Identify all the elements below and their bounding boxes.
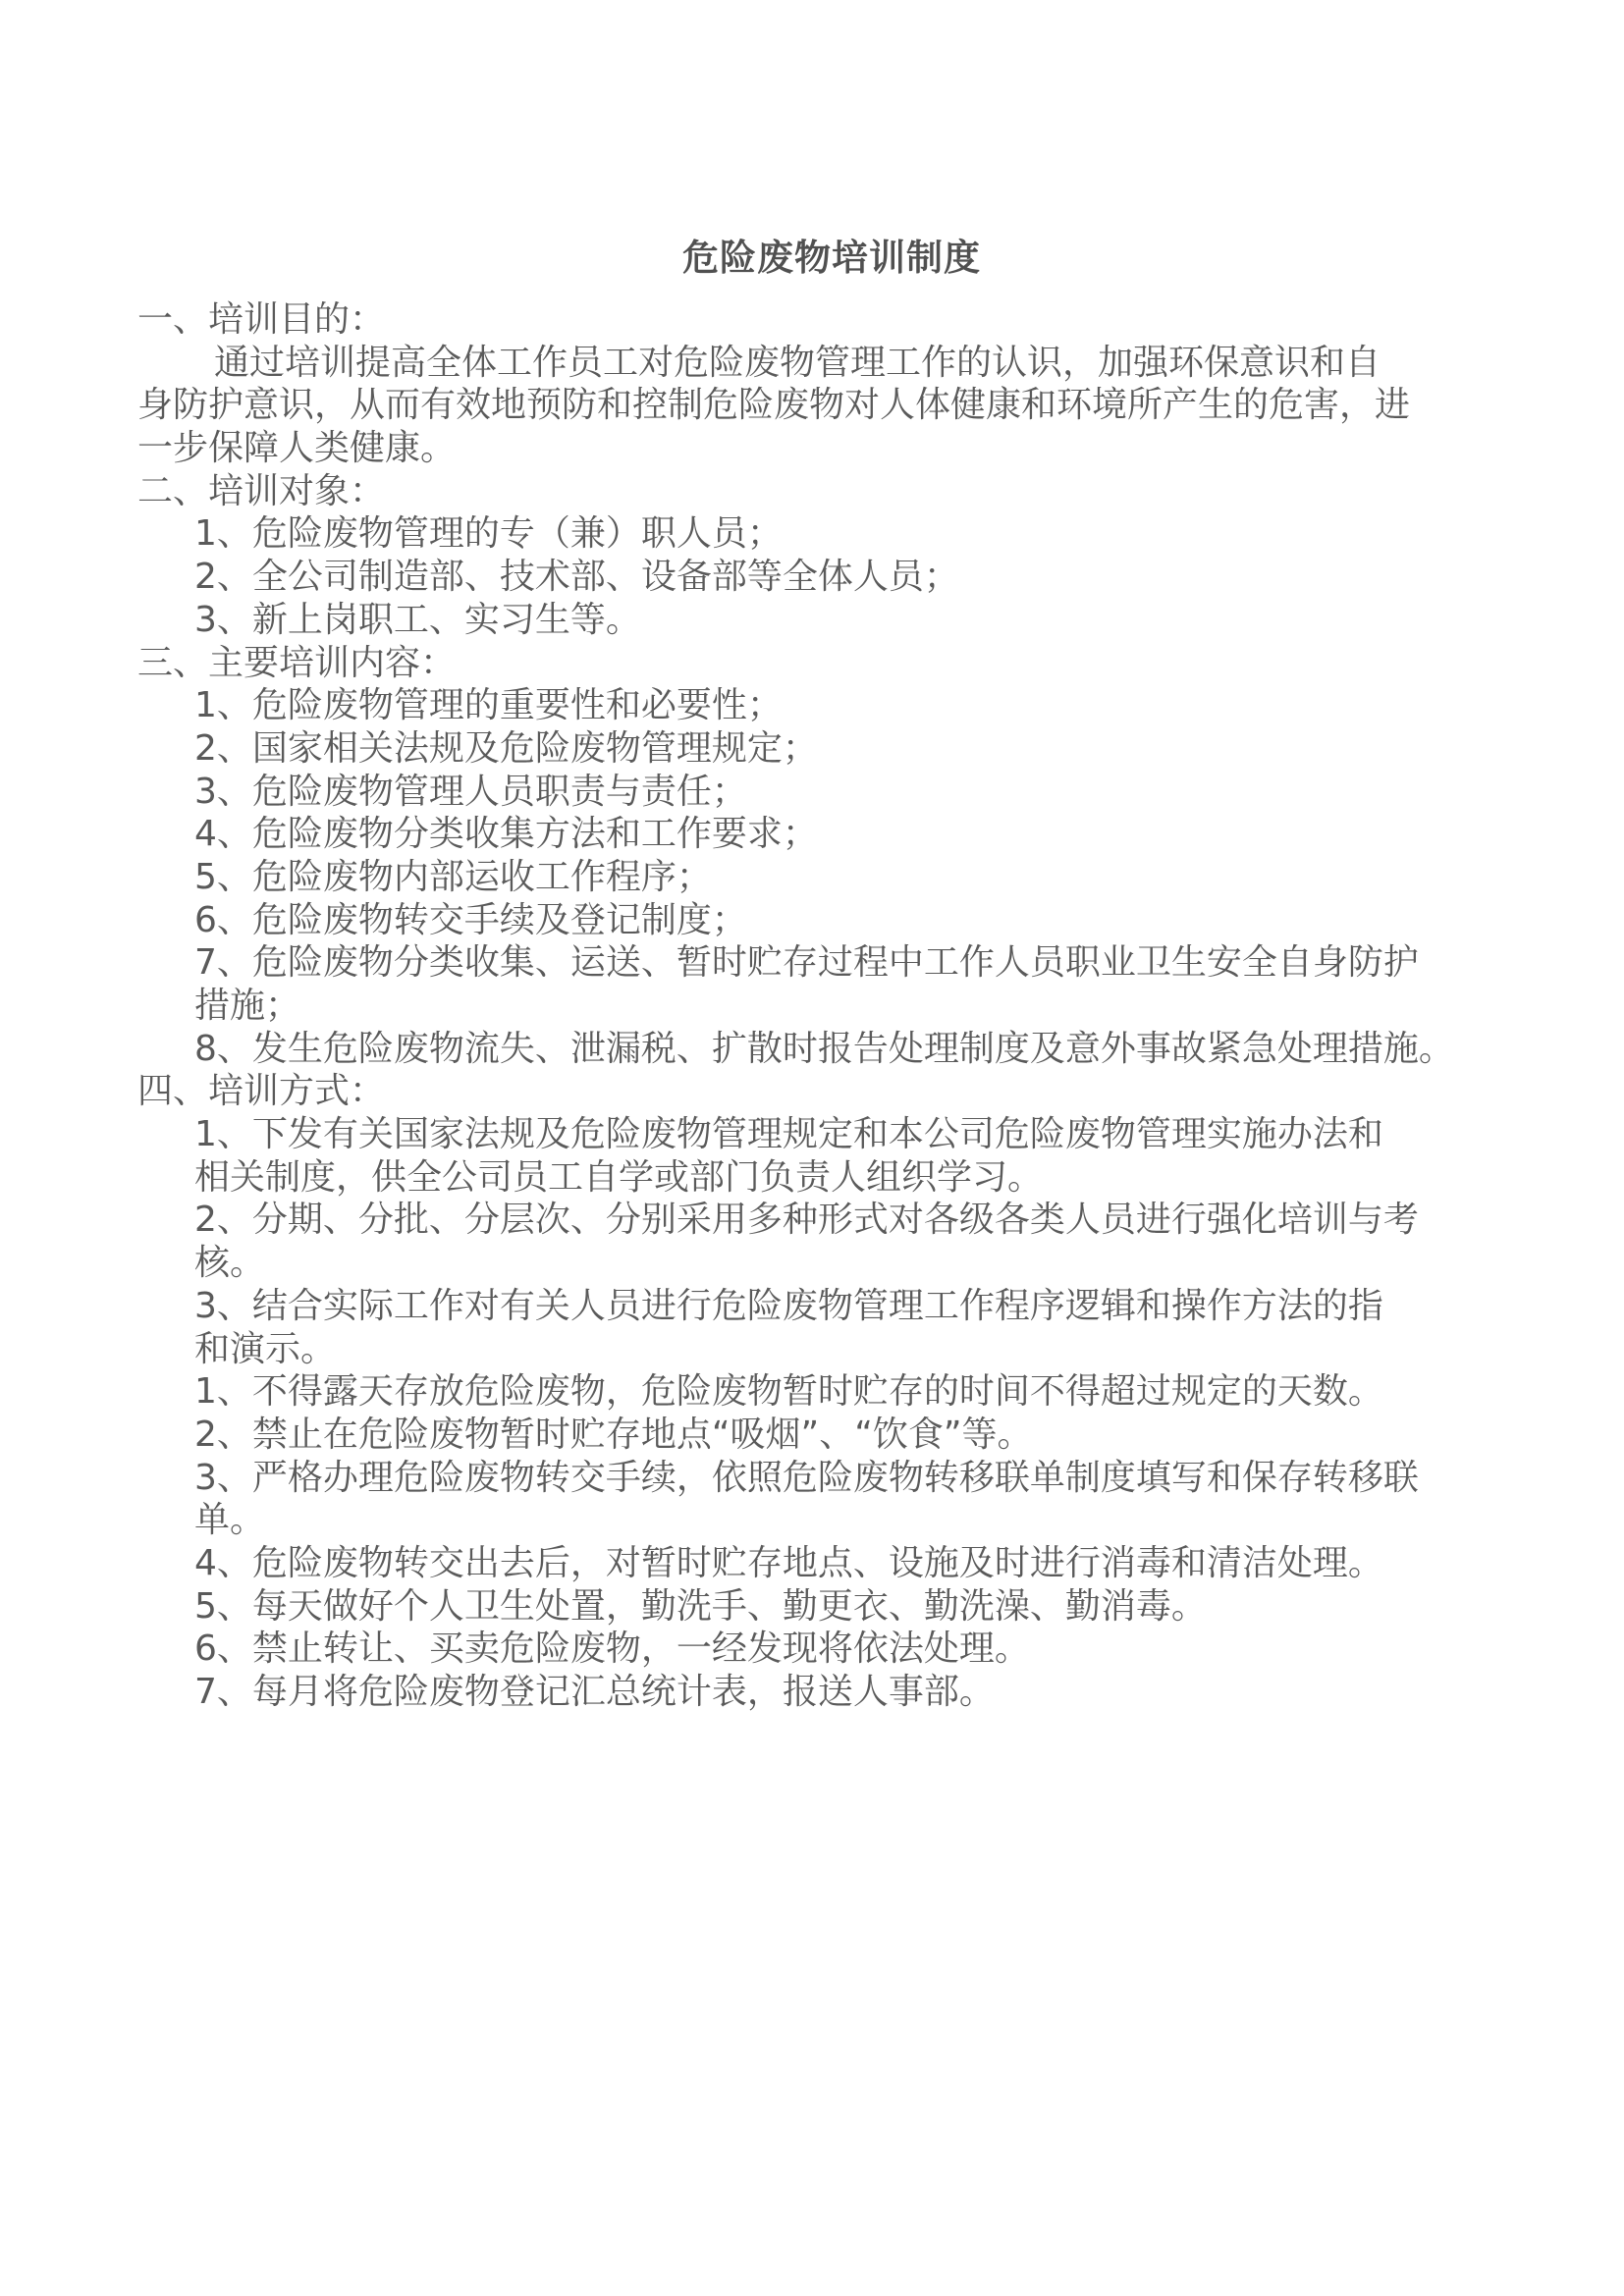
list-item-line: 3、新上岗职工、实习生等。 <box>194 599 641 640</box>
list-item-line: 6、危险废物转交手续及登记制度； <box>194 899 747 940</box>
list-item <box>137 1414 1512 1457</box>
list-item-line: 6、禁止转让、买卖危险废物，一经发现将依法处理。 <box>194 1629 1030 1670</box>
list-item <box>137 899 1512 942</box>
document-body <box>137 298 1512 1714</box>
list-item-line: 相关制度，供全公司员工自学或部门负责人组织学习。 <box>194 1156 1044 1198</box>
list-item <box>137 1113 1512 1199</box>
section-3 <box>137 642 1512 1071</box>
list-item-line: 2、国家相关法规及危险废物管理规定； <box>194 727 818 769</box>
list-item <box>137 856 1512 899</box>
list-item-line: 和演示。 <box>194 1328 337 1369</box>
list-item-line: 核。 <box>194 1243 266 1284</box>
section-1 <box>137 298 1512 470</box>
list-item-line: 单。 <box>194 1500 266 1541</box>
list-item-line: 措施； <box>194 986 301 1026</box>
list-item-line: 4、危险废物分类收集方法和工作要求； <box>194 814 818 855</box>
list-item-line: 2、分期、分批、分层次、分别采用多种形式对各级各类人员进行强化培训与考 <box>194 1200 1419 1241</box>
list-item <box>137 1028 1512 1071</box>
paragraph-line: 身防护意识，从而有效地预防和控制危险废物对人体健康和环境所产生的危害，进 <box>137 385 1411 426</box>
list-item <box>137 1628 1512 1671</box>
list-item <box>137 1542 1512 1585</box>
list-item <box>137 684 1512 727</box>
list-item <box>137 1285 1512 1370</box>
list-item-line: 2、全公司制造部、技术部、设备部等全体人员； <box>194 557 959 598</box>
list-item <box>137 941 1512 1027</box>
paragraph-line: 一步保障人类健康。 <box>137 428 457 469</box>
section-heading: 四、培训方式： <box>137 1071 386 1112</box>
list-item-line: 1、不得露天存放危险废物，危险废物暂时贮存的时间不得超过规定的天数。 <box>194 1371 1383 1413</box>
section-4 <box>137 1070 1512 1713</box>
list-item <box>137 727 1512 771</box>
list-item <box>137 1457 1512 1542</box>
paragraph-line: 通过培训提高全体工作员工对危险废物管理工作的认识，加强环保意识和自 <box>214 342 1381 383</box>
list-item-line: 3、危险废物管理人员职责与责任； <box>194 771 747 812</box>
list-item <box>137 1585 1512 1629</box>
list-item <box>137 771 1512 814</box>
list-item <box>137 599 1512 642</box>
list-item-line: 3、严格办理危险废物转交手续，依照危险废物转移联单制度填写和保存转移联 <box>194 1457 1419 1498</box>
section-2 <box>137 470 1512 642</box>
list-item <box>137 512 1512 556</box>
list-item-line: 8、发生危险废物流失、泄漏税、扩散时报告处理制度及意外事故紧急处理措施。 <box>194 1028 1454 1069</box>
list-item-line: 7、危险废物分类收集、运送、暂时贮存过程中工作人员职业卫生安全自身防护 <box>194 942 1419 984</box>
list-item <box>137 1671 1512 1714</box>
list-item <box>137 1370 1512 1414</box>
list-item-line: 3、结合实际工作对有关人员进行危险废物管理工作程序逻辑和操作方法的指 <box>194 1285 1383 1326</box>
list-item-line: 5、每天做好个人卫生处置，勤洗手、勤更衣、勤洗澡、勤消毒。 <box>194 1585 1207 1627</box>
list-item-line: 5、危险废物内部运收工作程序； <box>194 856 712 897</box>
list-item <box>137 556 1512 599</box>
list-item-line: 1、下发有关国家法规及危险废物管理规定和本公司危险废物管理实施办法和 <box>194 1114 1383 1155</box>
list-item-line: 2、禁止在危险废物暂时贮存地点“吸烟”、“饮食”等。 <box>194 1414 1033 1455</box>
list-item <box>137 813 1512 856</box>
section-heading: 三、主要培训内容： <box>137 642 457 683</box>
document-title: 危险废物培训制度 <box>682 237 981 279</box>
section-heading: 一、培训目的： <box>137 299 386 340</box>
list-item-line: 7、每月将危险废物登记汇总统计表，报送人事部。 <box>194 1672 995 1712</box>
list-item-line: 4、危险废物转交出去后，对暂时贮存地点、设施及时进行消毒和清洁处理。 <box>194 1542 1383 1583</box>
list-item-line: 1、危险废物管理的专（兼）职人员； <box>194 513 783 555</box>
list-item <box>137 1199 1512 1284</box>
list-item-line: 1、危险废物管理的重要性和必要性； <box>194 685 783 726</box>
section-heading: 二、培训对象： <box>137 470 386 511</box>
